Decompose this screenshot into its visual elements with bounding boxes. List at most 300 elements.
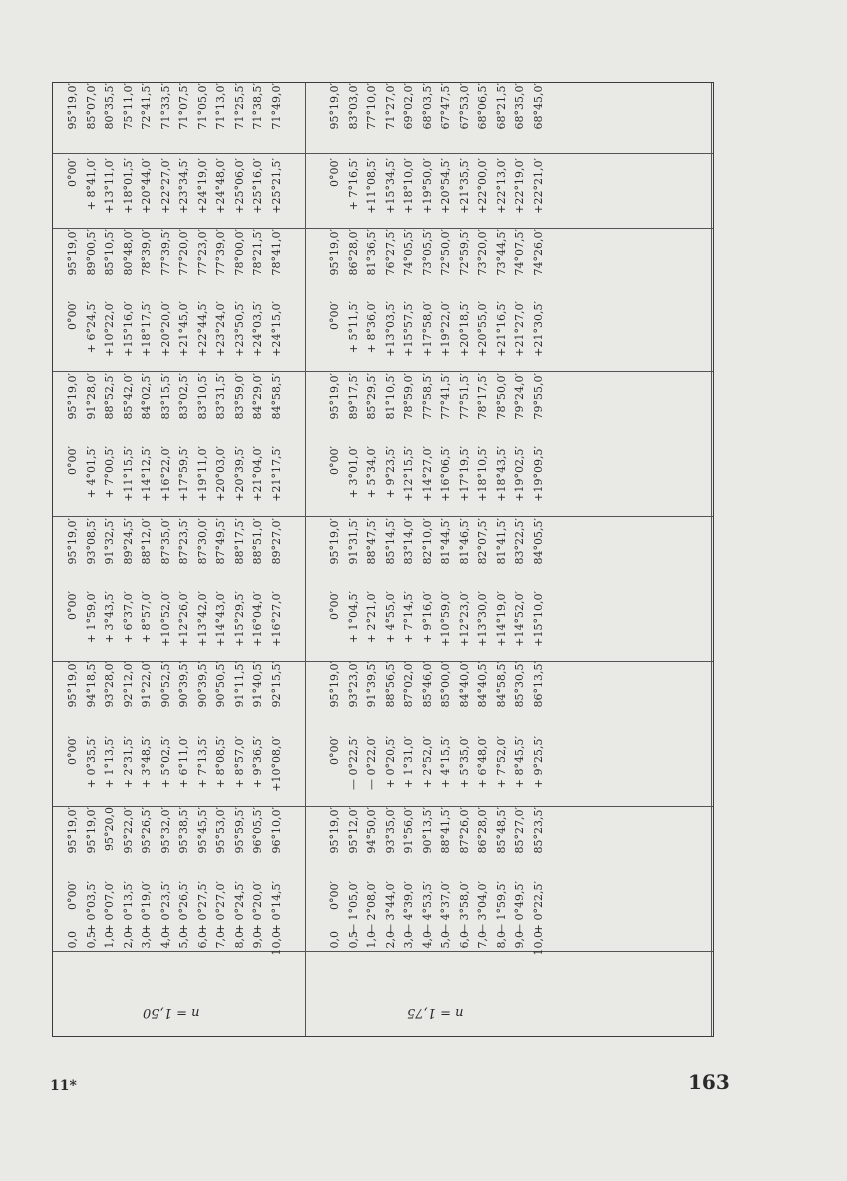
table-cell: 82°07,5′ (476, 518, 489, 565)
table-cell: 9,0 (513, 931, 526, 949)
table-cell: +15°29,5′ (232, 591, 246, 647)
table-cell: 95°19,0′ (84, 807, 98, 854)
table-cell: 91°22,0′ (140, 661, 153, 708)
table-cell: 86°13,5′ (531, 661, 545, 708)
table-cell: + 2°52,0′ (420, 736, 434, 789)
page-number: 163 (688, 1070, 730, 1094)
table-cell: +15°34,5′ (383, 158, 397, 214)
table-cell: 68°03,5′ (420, 83, 434, 130)
table-cell: +18°43,5′ (494, 446, 508, 502)
section-label-n150: n = 1,50 (143, 1005, 200, 1020)
table-cell: 88°56,5′ (383, 661, 397, 708)
table-cell: +18°10,0′ (402, 158, 415, 214)
table-cell: 95°19,0′ (66, 518, 79, 565)
table-cell: 89°17,5′ (346, 373, 360, 420)
table-cell: 96°05,5′ (251, 807, 264, 854)
table-cell: 0,5 (84, 931, 98, 949)
table-cell: 84°58,5′ (269, 373, 283, 420)
table-cell: 78°17,5′ (476, 373, 489, 420)
table-cell: 84°02,5′ (140, 373, 153, 420)
table-cell: +16°27,0′ (269, 591, 283, 647)
table-cell: +20°18,5′ (457, 301, 471, 357)
table-cell: +19°22,0′ (439, 301, 452, 357)
table-cell: +22°19,0′ (513, 158, 526, 214)
table-cell: — 3°04,0′ (476, 881, 489, 935)
table-cell: 95°19,0′ (66, 807, 79, 854)
table-cell: 10,0 (269, 931, 283, 956)
table-cell: + 5°11,5′ (346, 301, 360, 354)
table-cell: 85°23,5′ (531, 807, 545, 854)
table-cell: + 0°22,5′ (531, 881, 545, 934)
table-cell: 83°31,5′ (214, 373, 227, 420)
table-cell: 82°10,0′ (420, 518, 434, 565)
table-cell: 95°19,0′ (66, 83, 79, 130)
table-cell: 84°58,5′ (494, 661, 508, 708)
table-cell: 80°35,5′ (103, 83, 116, 130)
table-cell: 0°00′ (66, 591, 79, 631)
table-cell: 78°50,0′ (494, 373, 508, 420)
table-cell: +21°04,0′ (251, 446, 264, 502)
table-cell: +14°43,0′ (214, 591, 227, 647)
table-cell: 0°00′ (66, 446, 79, 486)
table-cell: + 7°16,5′ (346, 158, 360, 211)
table-cell: 87°02,0′ (402, 661, 415, 708)
table-cell: 93°35,0′ (383, 807, 397, 854)
table-cell: +24°48,0′ (214, 158, 227, 214)
table-cell: 5,0 (177, 931, 190, 949)
table-cell: 72°41,5′ (140, 83, 153, 130)
table-cell: 81°36,5′ (365, 229, 378, 276)
table-cell: +17°19,5′ (457, 446, 471, 502)
table-cell: 69°02,0′ (402, 83, 415, 130)
table-cell: 95°20,0 (103, 807, 116, 851)
table-cell: +14°27,0′ (420, 446, 434, 502)
table-cell: 4,0 (158, 931, 172, 949)
table-cell: 79°55,0′ (531, 373, 545, 420)
table-cell: + 6°48,0′ (476, 736, 489, 789)
table-cell: 79°24,0′ (513, 373, 526, 420)
table-cell: 91°28,0′ (84, 373, 98, 420)
table-cell: 68°21,5′ (494, 83, 508, 130)
table-cell: 89°00,5′ (84, 229, 98, 276)
table-cell: +19°11,0′ (195, 446, 209, 502)
table-cell: +17°59,5′ (177, 446, 190, 502)
table-cell: + 7°13,5′ (195, 736, 209, 789)
table-cell: + 8°41,0′ (84, 158, 98, 211)
table-cell: +10°59,0′ (439, 591, 452, 647)
table-cell: 78°39,0′ (140, 229, 153, 276)
table-cell: 95°19,0′ (328, 807, 341, 854)
table-cell: 91°31,5′ (346, 518, 360, 565)
table-cell: — 1°59,5′ (494, 881, 508, 935)
table-cell: 67°47,5′ (439, 83, 452, 130)
table-cell: 88°52,5′ (103, 373, 116, 420)
table-cell: + 5°34,0′ (365, 446, 378, 499)
table-cell: — 3°44,0′ (383, 881, 397, 935)
table-cell: 92°15,5′ (269, 661, 283, 708)
table-cell: + 0°20,5′ (383, 736, 397, 789)
table-cell: 0,0 (66, 931, 79, 949)
table-cell: +21°27,0′ (513, 301, 526, 357)
table-cell: +21°35,5′ (457, 158, 471, 214)
table-cell: 95°38,5′ (177, 807, 190, 854)
table-cell: + 1°31,0′ (402, 736, 415, 789)
table-cell: — 3°58,0′ (457, 881, 471, 935)
table-cell: 5,0 (439, 931, 452, 949)
table-cell: 90°39,5′ (195, 661, 209, 708)
table-cell: +25°21,5′ (269, 158, 283, 214)
table-cell: 78°00,0′ (232, 229, 246, 276)
table-cell: +15°10,0′ (531, 591, 545, 647)
table-cell: 88°47,5′ (365, 518, 378, 565)
table-cell: 87°26,0′ (457, 807, 471, 854)
table-cell: 2,0 (121, 931, 135, 949)
table-cell: 95°32,0′ (158, 807, 172, 854)
table-cell: +20°55,0′ (476, 301, 489, 357)
table-cell: +21°16,5′ (494, 301, 508, 357)
table-cell: +16°22,0′ (158, 446, 172, 502)
table-cell: 67°53,0′ (457, 83, 471, 130)
table-cell: +18°10,5′ (476, 446, 489, 502)
table-cell: +22°00,0′ (476, 158, 489, 214)
table-cell: + 7°52,0′ (494, 736, 508, 789)
table-cell: 96°10,0′ (269, 807, 283, 854)
table-cell: + 0°14,5′ (269, 881, 283, 934)
table-cell: — 2°08,0′ (365, 881, 378, 935)
table-cell: + 6°37,0′ (121, 591, 135, 644)
table-cell: 77°39,0′ (214, 229, 227, 276)
table-cell: 3,0 (140, 931, 153, 949)
table-cell: 77°39,5′ (158, 229, 172, 276)
table-cell: +25°06,0′ (232, 158, 246, 214)
table-cell: 3,0 (402, 931, 415, 949)
table-cell: 8,0 (232, 931, 246, 949)
table-cell: 4,0 (420, 931, 434, 949)
table-cell: 10,0 (531, 931, 545, 956)
table-cell: +19°09,5′ (531, 446, 545, 502)
table-cell: 0°00′ (328, 736, 341, 776)
table-cell: 84°40,5′ (476, 661, 489, 708)
rotated-data-table (52, 82, 714, 1037)
table-cell: 71°49,0′ (269, 83, 283, 130)
table-cell: + 0°20,0′ (251, 881, 264, 934)
table-cell: 85°27,0′ (513, 807, 526, 854)
table-cell: +20°03,0′ (214, 446, 227, 502)
table-cell: + 4°15,5′ (439, 736, 452, 789)
table-cell: +13°11,0′ (103, 158, 116, 214)
table-cell: 87°30,0′ (195, 518, 209, 565)
table-cell: + 3°01,0′ (346, 446, 360, 499)
table-cell: 77°10,0′ (365, 83, 378, 130)
table-cell: 93°08,5′ (84, 518, 98, 565)
table-cell: 86°28,0′ (476, 807, 489, 854)
table-cell: — 4°37,0′ (439, 881, 452, 935)
table-cell: 95°19,0′ (328, 229, 341, 276)
table-cell: 2,0 (383, 931, 397, 949)
table-cell: +17°58,0′ (420, 301, 434, 357)
section-divider (305, 83, 306, 1036)
table-cell: 0°00′ (328, 881, 341, 921)
table-cell: 95°19,0′ (328, 661, 341, 708)
table-cell: 95°22,0′ (121, 807, 135, 854)
table-cell: + 8°57,0′ (140, 591, 153, 644)
section-label-n175: n = 1,75 (407, 1005, 464, 1020)
table-cell: +20°54,5′ (439, 158, 452, 214)
table-cell: 95°53,0′ (214, 807, 227, 854)
table-cell: 94°18,5′ (84, 661, 98, 708)
table-cell: — 0°22,0′ (365, 736, 378, 790)
table-cell: 84°05,5′ (531, 518, 545, 565)
table-cell: 77°20,0′ (177, 229, 190, 276)
table-cell: 81°10,5′ (383, 373, 397, 420)
table-cell: 85°07,0′ (84, 83, 98, 130)
table-cell: +24°19,0′ (195, 158, 209, 214)
table-cell: 7,0 (476, 931, 489, 949)
table-cell: 6,0 (195, 931, 209, 949)
table-cell: +19°50,0′ (420, 158, 434, 214)
table-cell: 77°51,5′ (457, 373, 471, 420)
table-cell: + 2°21,0′ (365, 591, 378, 644)
group-rule (53, 516, 713, 517)
table-cell: + 0°35,5′ (84, 736, 98, 789)
table-cell: +18°01,5′ (121, 158, 135, 214)
table-cell: + 9°16,0′ (420, 591, 434, 644)
table-cell: +12°26,0′ (177, 591, 190, 647)
table-cell: 74°26,0′ (531, 229, 545, 276)
table-cell: 95°45,5′ (195, 807, 209, 854)
table-cell: +16°06,5′ (439, 446, 452, 502)
table-cell: 81°41,5′ (494, 518, 508, 565)
table-cell: 95°19,0′ (66, 229, 79, 276)
table-cell: 73°44,5′ (494, 229, 508, 276)
table-cell: 85°10,5′ (103, 229, 116, 276)
table-cell: 71°27,0′ (383, 83, 397, 130)
table-cell: + 5°35,0′ (457, 736, 471, 789)
table-cell: +23°24,0′ (214, 301, 227, 357)
table-cell: 95°59,5′ (232, 807, 246, 854)
table-cell: 90°13,5′ (420, 807, 434, 854)
table-cell: 78°21,5′ (251, 229, 264, 276)
table-cell: 83°14,0′ (402, 518, 415, 565)
table-cell: 0°00′ (66, 301, 79, 341)
table-cell: + 4°01,5′ (84, 446, 98, 499)
table-cell: 6,0 (457, 931, 471, 949)
table-cell: 1,0 (103, 931, 116, 949)
table-cell: 74°07,5′ (513, 229, 526, 276)
table-cell: 95°19,0′ (66, 373, 79, 420)
table-cell: 95°19,0′ (328, 83, 341, 130)
table-cell: 72°59,5′ (457, 229, 471, 276)
table-cell: 80°48,0′ (121, 229, 135, 276)
table-cell: 0°00′ (66, 736, 79, 776)
table-cell: + 0°13,5′ (121, 881, 135, 934)
table-cell: 81°44,5′ (439, 518, 452, 565)
table-cell: 71°33,5′ (158, 83, 172, 130)
table-cell: 91°56,0′ (402, 807, 415, 854)
table-cell: 87°49,5′ (214, 518, 227, 565)
table-cell: 77°23,0′ (195, 229, 209, 276)
table-cell: + 4°55,0′ (383, 591, 397, 644)
table-cell: 95°19,0′ (328, 373, 341, 420)
table-cell: 92°12,0′ (121, 661, 135, 708)
table-cell: 90°50,5′ (214, 661, 227, 708)
table-cell: + 7°14,5′ (402, 591, 415, 644)
table-cell: + 8°45,5′ (513, 736, 526, 789)
table-cell: 83°15,5′ (158, 373, 172, 420)
table-cell: +25°16,0′ (251, 158, 264, 214)
table-cell: +18°17,5′ (140, 301, 153, 357)
table-cell: 87°35,0′ (158, 518, 172, 565)
table-cell: 71°07,5′ (177, 83, 190, 130)
table-cell: 0°00′ (328, 158, 341, 198)
signature-mark: 11* (50, 1078, 77, 1094)
table-cell: — 1°05,0′ (346, 881, 360, 935)
table-cell: 83°10,5′ (195, 373, 209, 420)
table-cell: + 8°57,0′ (232, 736, 246, 789)
table-cell: 89°27,0′ (269, 518, 283, 565)
table-cell: +21°45,0′ (177, 301, 190, 357)
table-cell: + 0°27,5′ (195, 881, 209, 934)
table-cell: +23°34,5′ (177, 158, 190, 214)
table-cell: 85°42,0′ (121, 373, 135, 420)
table-cell: +15°16,0′ (121, 301, 135, 357)
table-cell: 68°35,0′ (513, 83, 526, 130)
table-cell: 68°45,0′ (531, 83, 545, 130)
table-cell: 88°51,0′ (251, 518, 264, 565)
table-cell: +10°08,0′ (269, 736, 283, 792)
table-cell: + 0°27,0′ (214, 881, 227, 934)
table-cell: 88°41,5′ (439, 807, 452, 854)
table-cell: 93°28,0′ (103, 661, 116, 708)
table-cell: 78°59,0′ (402, 373, 415, 420)
table-cell: 85°46,0′ (420, 661, 434, 708)
table-cell: 9,0 (251, 931, 264, 949)
table-cell: +21°30,5′ (531, 301, 545, 357)
table-cell: 89°24,5′ (121, 518, 135, 565)
table-cell: +23°50,5′ (232, 301, 246, 357)
table-cell: +24°03,5′ (251, 301, 264, 357)
table-cell: +13°42,0′ (195, 591, 209, 647)
table-cell: + 6°11,0′ (177, 736, 190, 789)
table-cell: 88°12,0′ (140, 518, 153, 565)
table-cell: 0°00′ (328, 301, 341, 341)
table-cell: +22°21,0′ (531, 158, 545, 214)
table-cell: + 2°31,5′ (121, 736, 135, 789)
table-cell: 95°26,5′ (140, 807, 153, 854)
table-cell: 73°20,0′ (476, 229, 489, 276)
table-cell: 73°05,5′ (420, 229, 434, 276)
table-cell: 94°50,0′ (365, 807, 378, 854)
table-cell: 84°40,0′ (457, 661, 471, 708)
table-cell: — 0°49,5′ (513, 881, 526, 935)
table-cell: 71°13,0′ (214, 83, 227, 130)
table-cell: 0°00′ (328, 591, 341, 631)
table-cell: +20°39,5′ (232, 446, 246, 502)
table-cell: 95°12,0′ (346, 807, 360, 854)
table-cell: +22°27,0′ (158, 158, 172, 214)
table-cell: 85°29,5′ (365, 373, 378, 420)
table-cell: 91°32,5′ (103, 518, 116, 565)
table-cell: 93°23,0′ (346, 661, 360, 708)
table-cell: + 1°13,5′ (103, 736, 116, 789)
table-cell: + 0°23,5′ (158, 881, 172, 934)
table-cell: +22°44,5′ (195, 301, 209, 357)
table-cell: + 3°48,5′ (140, 736, 153, 789)
table-cell: +14°12,5′ (140, 446, 153, 502)
table-cell: 76°27,5′ (383, 229, 397, 276)
table-cell: 0,0 (328, 931, 341, 949)
table-cell: + 6°24,5′ (84, 301, 98, 354)
table-cell: 0,5 (346, 931, 360, 949)
table-cell: 91°11,5′ (232, 661, 246, 708)
table-cell: 87°23,5′ (177, 518, 190, 565)
table-cell: + 3°43,5′ (103, 591, 116, 644)
right-inner-rule (711, 83, 712, 1036)
table-cell: 85°14,5′ (383, 518, 397, 565)
table-cell: 83°22,5′ (513, 518, 526, 565)
table-cell: 83°02,5′ (177, 373, 190, 420)
table-cell: 95°19,0′ (66, 661, 79, 708)
table-cell: 83°59,0′ (232, 373, 246, 420)
table-cell: 71°38,5′ (251, 83, 264, 130)
table-cell: +21°17,5′ (269, 446, 283, 502)
table-cell: — 0°22,5′ (346, 736, 360, 790)
table-cell: 72°50,0′ (439, 229, 452, 276)
table-cell: 84°29,0′ (251, 373, 264, 420)
table-cell: + 1°59,0′ (84, 591, 98, 644)
table-cell: 75°11,0′ (121, 83, 135, 130)
table-cell: 90°52,5′ (158, 661, 172, 708)
table-cell: 0°00′ (66, 158, 79, 198)
table-cell: +11°15,5′ (121, 446, 135, 502)
table-cell: 0°00′ (328, 446, 341, 486)
table-cell: + 0°03,5′ (84, 881, 98, 934)
table-cell: +14°52,0′ (513, 591, 526, 647)
table-cell: 86°28,0′ (346, 229, 360, 276)
table-cell: +12°23,0′ (457, 591, 471, 647)
table-cell: +10°22,0′ (103, 301, 116, 357)
table-cell: + 8°36,0′ (365, 301, 378, 354)
table-cell: + 0°26,5′ (177, 881, 190, 934)
table-cell: + 0°07,0′ (103, 881, 116, 934)
table-cell: 71°25,5′ (232, 83, 246, 130)
table-cell: + 9°23,5′ (383, 446, 397, 499)
table-cell: + 8°08,5′ (214, 736, 227, 789)
table-cell: +12°15,5′ (402, 446, 415, 502)
group-rule (53, 153, 713, 154)
table-cell: 85°48,5′ (494, 807, 508, 854)
table-cell: 78°41,0′ (269, 229, 283, 276)
table-cell: 77°58,5′ (420, 373, 434, 420)
table-cell: 77°41,5′ (439, 373, 452, 420)
table-cell: +20°20,0′ (158, 301, 172, 357)
table-cell: +24°15,0′ (269, 301, 283, 357)
table-cell: +19°02,5′ (513, 446, 526, 502)
table-cell: +20°44,0′ (140, 158, 153, 214)
table-cell: + 9°36,5′ (251, 736, 264, 789)
table-cell: 71°05,0′ (195, 83, 209, 130)
table-cell: + 0°19,0′ (140, 881, 153, 934)
table-cell: + 0°24,5′ (232, 881, 246, 934)
table-cell: + 9°25,5′ (531, 736, 545, 789)
table-cell: 88°17,5′ (232, 518, 246, 565)
table-cell: +13°30,0′ (476, 591, 489, 647)
table-cell: +16°04,0′ (251, 591, 264, 647)
table-cell: + 5°02,5′ (158, 736, 172, 789)
table-cell: 85°30,5′ (513, 661, 526, 708)
table-cell: 0°00′ (66, 881, 79, 921)
table-cell: +15°57,5′ (402, 301, 415, 357)
